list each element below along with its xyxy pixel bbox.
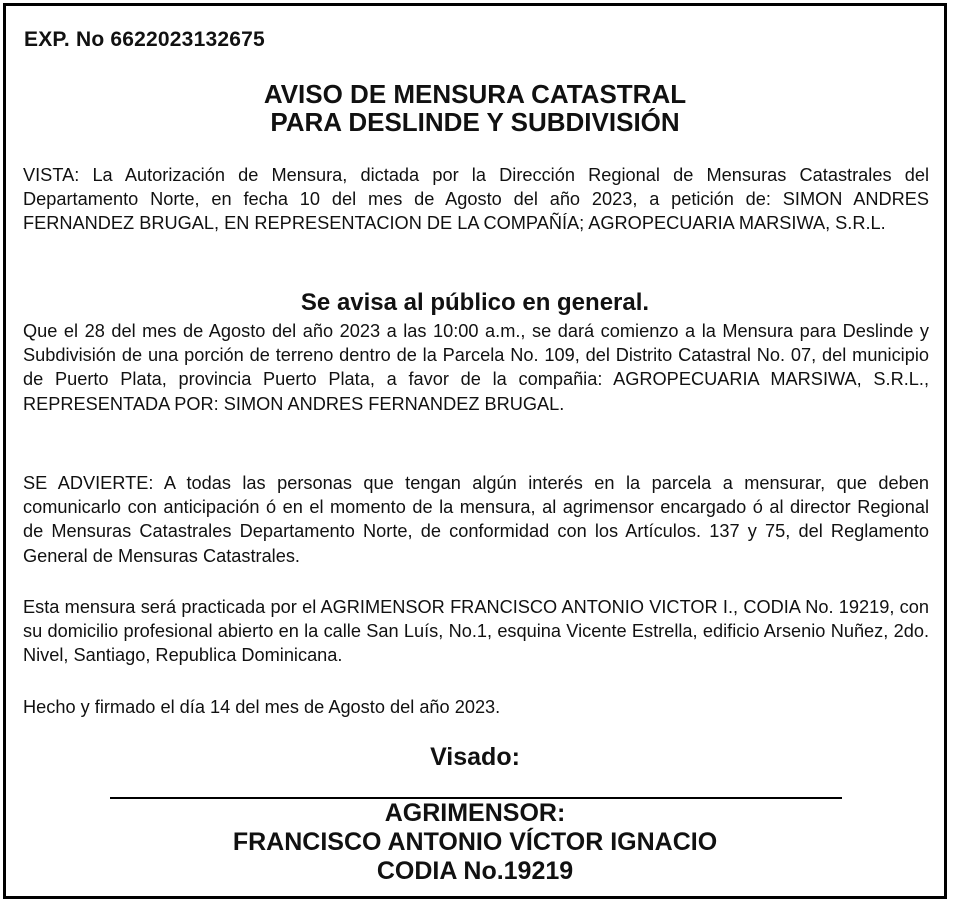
hecho-paragraph: Hecho y firmado el día 14 del mes de Agosto del año 2023. — [23, 697, 501, 717]
title-line-1: AVISO DE MENSURA CATASTRAL — [263, 79, 687, 109]
advierte-paragraph: SE ADVIERTE: A todas las personas que tengan algún interés en la parcela a mensurar, que deben comunicarlo con anticipación ó en el momento de la mensura, al agrimensor encargado ó al director Regional de Mensuras Catastrales Departamento Norte, de conformidad con los Artículos. 137 y 75, del Reglamento General de Mensuras Catastrales. — [23, 473, 929, 566]
aviso-paragraph: Que el 28 del mes de Agosto del año 2023 a las 10:00 a.m., se dará comienzo a la Mensura para Deslinde y Subdivisión de una porción de terreno dentro de la Parcela No. 109, del Distrito Catastral No. 07, del municipio de Puerto Plata, provincia Puerto Plata, a favor de la compañia: AGROPECUARIA MARSIWA, S.R.L., REPRESENTADA POR: SIMON ANDRES FERNANDEZ BRUGAL. — [23, 321, 929, 414]
expediente-number: EXP. No 6622023132675 — [24, 28, 265, 51]
signature-name: FRANCISCO ANTONIO VÍCTOR IGNACIO — [232, 828, 718, 856]
practicada-paragraph: Esta mensura será practicada por el AGRIMENSOR FRANCISCO ANTONIO VICTOR I., CODIA No. 19219, con su domicilio profesional abierto en la calle San Luís, No.1, esquina Vicente Estrella, edificio Arsenio Nuñez, 2do. Nivel, Santiago, Republica Dominicana. — [23, 597, 929, 666]
visado-label: Visado: — [430, 743, 520, 771]
vista-paragraph: VISTA: La Autorización de Mensura, dictada por la Dirección Regional de Mensuras Catastrales del Departamento Norte, en fecha 10 del mes de Agosto del año 2023, a petición de: SIMON ANDRES FERNANDEZ BRUGAL, EN REPRESENTACION DE LA COMPAÑÍA; AGROPECUARIA MARSIWA, S.R.L. — [23, 165, 929, 234]
notice-frame — [3, 3, 947, 899]
public-notice-heading: Se avisa al público en general. — [300, 289, 650, 316]
notice-title — [6, 80, 944, 136]
title-line-2: PARA DESLINDE Y SUBDIVISIÓN — [270, 107, 680, 137]
signature-codia: CODIA No.19219 — [376, 857, 574, 885]
signature-role: AGRIMENSOR: — [384, 799, 566, 827]
signature-block — [6, 799, 944, 886]
